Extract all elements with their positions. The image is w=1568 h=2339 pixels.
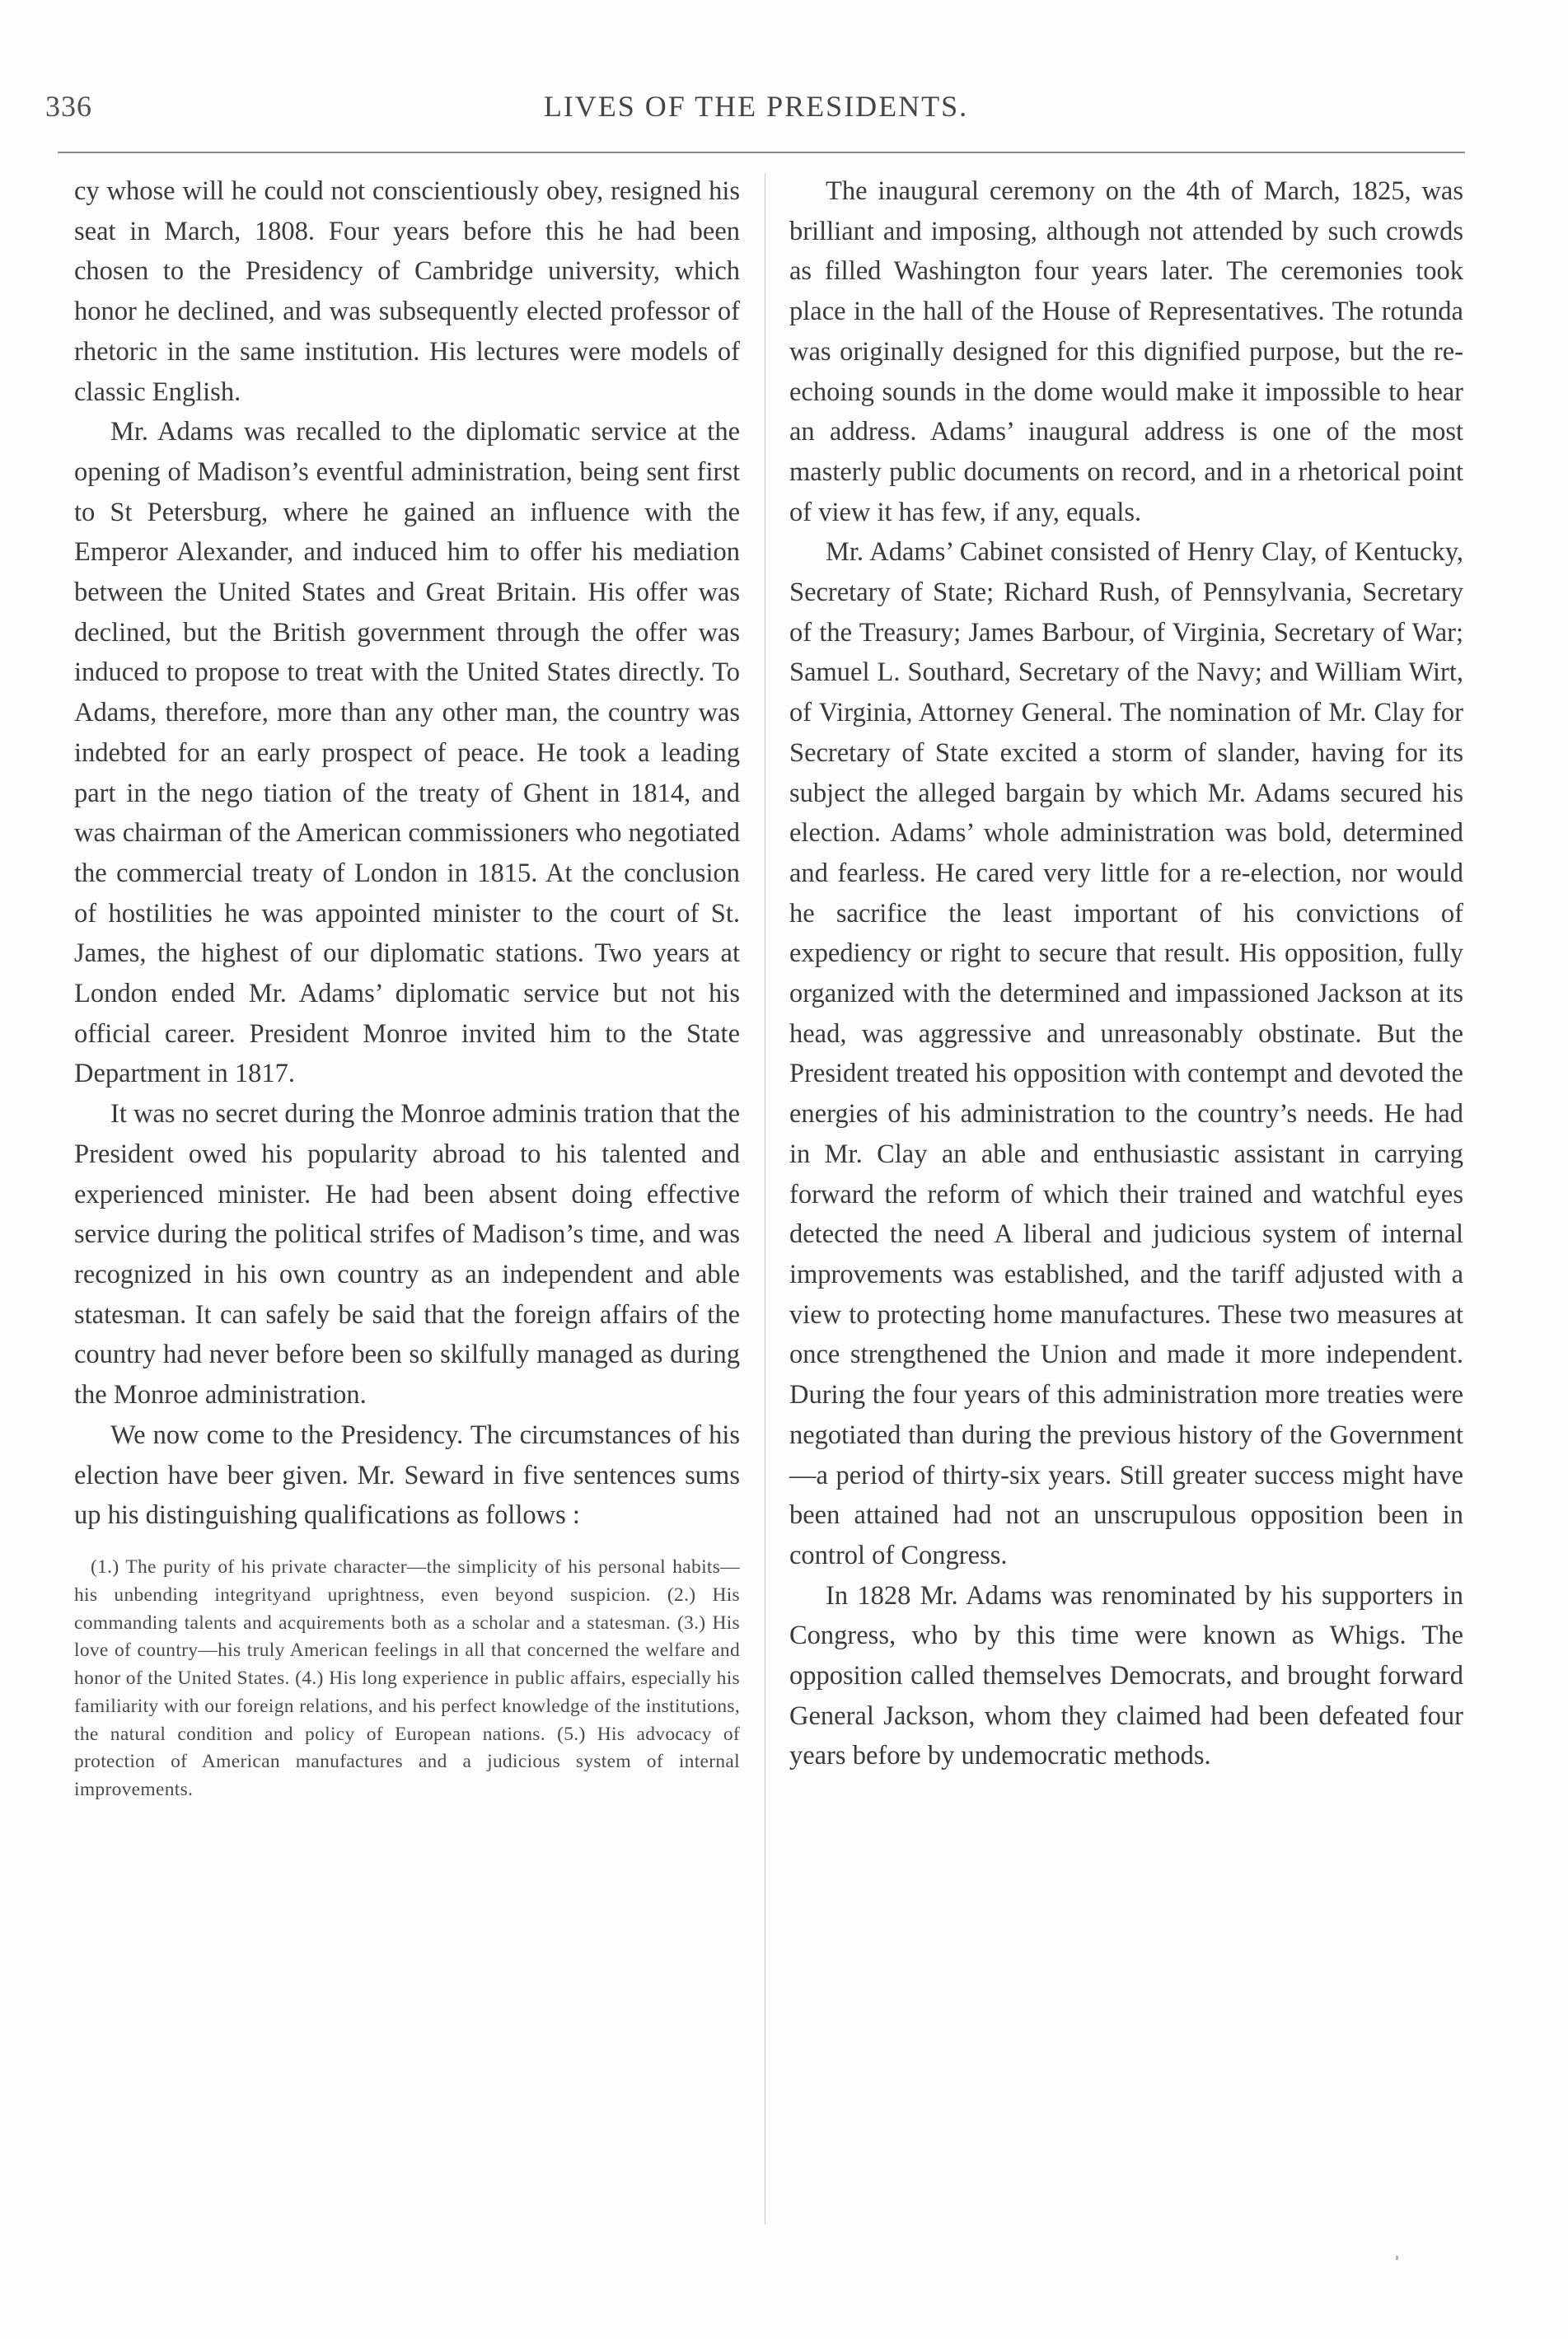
paragraph: The inaugural ceremony on the 4th of March, 1825, was brilliant and imposing, although not attended by such crowds as filled Washington four years later. The ceremonies took place in the hall of the House of Representatives. The rotunda was originally designed for this dignified purpose, but the re-echoing sounds in the dome would make it impossible to hear an address. Adams’ inaugural address is one of the most masterly public documents on record, and in a rhetorical point of view it has few, if any, equals. — [789, 176, 1463, 527]
print-speck — [1396, 2256, 1398, 2260]
paragraph: We now come to the Presidency. The circumstances of his election have beer given. Mr. Seward in five sentences sums up his distinguishing qualifications as follows : — [74, 1420, 740, 1531]
left-column — [74, 171, 740, 1804]
paragraph: Mr. Adams was recalled to the diplomatic service at the opening of Madison’s eventful administration, being sent first to St Petersburg, where he gained an influence with the Emperor Alexander, and induced him to offer his mediation between the United States and Great Britain. His offer was declined, but the British government through the offer was induced to propose to treat with the United States directly. To Adams, therefore, more than any other man, the country was indebted for an early prospect of peace. He took a leading part in the nego tiation of the treaty of Ghent in 1814, and was chairman of the American commissioners who negotiated the commercial treaty of London in 1815. At the conclusion of hostilities he was appointed minister to the court of St. James, the highest of our diplomatic stations. Two years at London ended Mr. Adams’ diplomatic service but not his official career. President Monroe invited him to the State Department in 1817. — [74, 417, 740, 1089]
page-header — [45, 89, 1467, 138]
paragraph: Mr. Adams’ Cabinet consisted of Henry Clay, of Kentucky, Secretary of State; Richard Rush, of Pennsylvania, Secretary of the Treasury; James Barbour, of Virginia, Secretary of War; Samuel L. Southard, Secretary of the Navy; and William Wirt, of Virginia, Attorney General. The nomination of Mr. Clay for Secretary of State excited a storm of slander, having for its subject the alleged bargain by which Mr. Adams secured his election. Adams’ whole administration was bold, determined and fearless. He cared very little for a re-election, nor would he sacrifice the least important of his convictions of expediency or right to secure that result. His opposition, fully organized with the determined and impassioned Jackson at its head, was aggressive and unreasonably obstinate. But the President treated his opposition with contempt and devoted the energies of his administration to the country’s needs. He had in Mr. Clay an able and enthusiastic assistant in carrying forward the reform of which their trained and watchful eyes detected the need A liberal and judicious system of internal improvements was established, and the tariff adjusted with a view to protecting home manufactures. These two measures at once strengthened the Union and made it more independent. During the four years of this administration more treaties were negotiated than during the previous history of the Government —a period of thirty-six years. Still greater success might have been attained had not an unscrupulous opposition been in control of Congress. — [789, 537, 1463, 1570]
paragraph: cy whose will he could not conscientiously obey, resigned his seat in March, 1808. Four years before this he had been chosen to the Presidency of Cambridge university, which honor he declined, and was subsequently elected professor of rhetoric in the same institution. His lectures were models of classic English. — [74, 176, 740, 407]
running-head: LIVES OF THE PRESIDENTS. — [543, 90, 969, 123]
footnote: (1.) The purity of his private character—the simplicity of his personal habits—his unbending integrityand uprightness, even beyond suspicion. (2.) His commanding talents and acquirements both as a scholar and a statesman. (3.) His love of country—his truly American feelings in all that concerned the welfare and honor of the United States. (4.) His long experience in public affairs, especially his familiarity with our foreign relations, and his perfect knowledge of the institutions, the natural condition and policy of European nations. (5.) His advocacy of protection of American manufactures and a judicious system of internal improvements. — [74, 1555, 740, 1801]
paragraph: In 1828 Mr. Adams was renominated by his supporters in Congress, who by this time were known as Whigs. The opposition called themselves Democrats, and brought forward General Jackson, whom they claimed had been defeated four years before by undemocratic methods. — [789, 1580, 1463, 1771]
paragraph: It was no secret during the Monroe adminis tration that the President owed his popularity abroad to his talented and experienced minister. He had been absent doing effective service during the political strifes of Madison’s time, and was recognized in his own country as an independent and able statesman. It can safely be said that the foreign affairs of the country had never before been so skilfully managed as during the Monroe administration. — [74, 1099, 740, 1410]
right-column — [789, 171, 1463, 1776]
header-rule — [58, 152, 1465, 153]
page-number: 336 — [45, 90, 92, 123]
